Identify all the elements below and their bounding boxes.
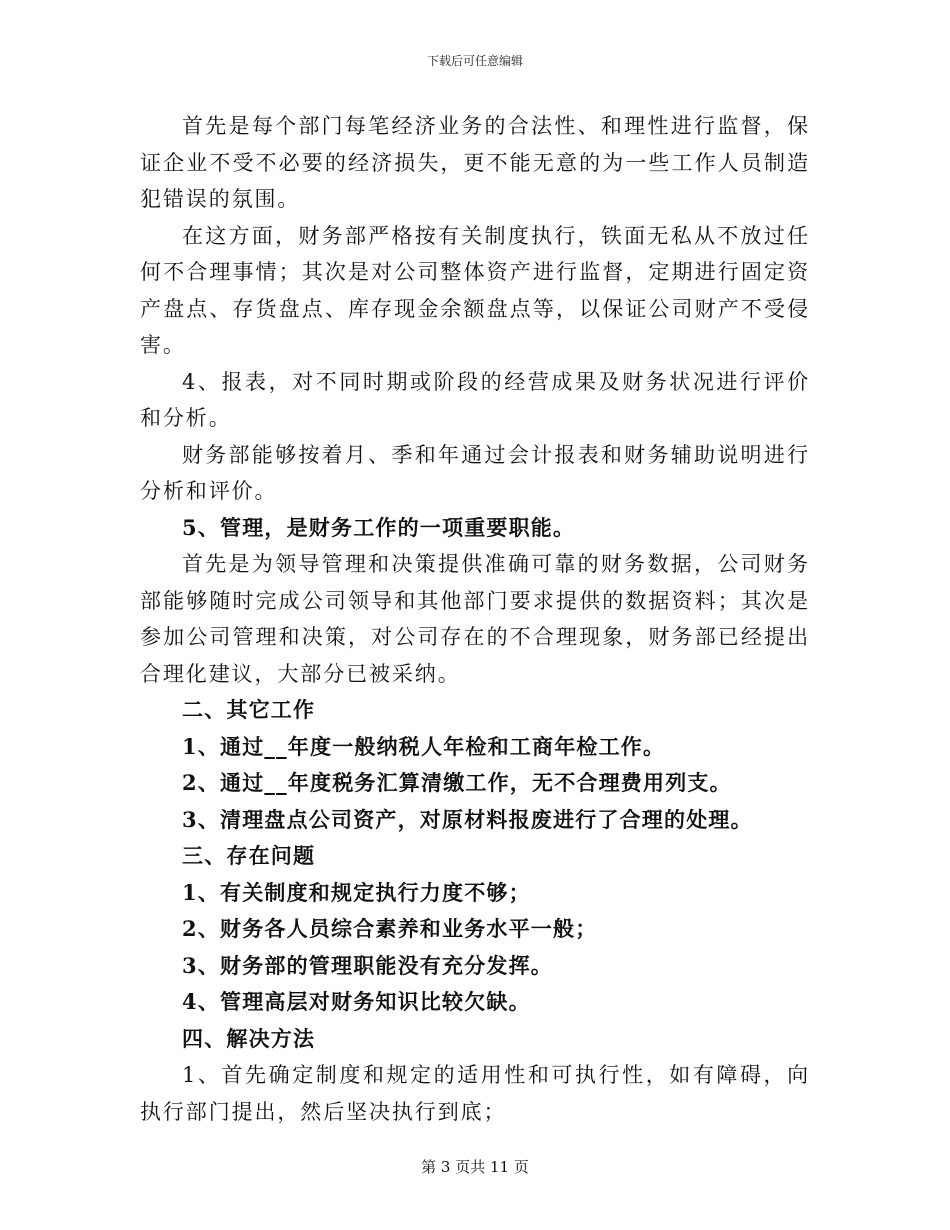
list-item-problem-2: 2、财务各人员综合素养和业务水平一般； (182, 916, 598, 941)
paragraph-2: 在这方面，财务部严格按有关制度执行，铁面无私从不放过任何不合理事情；其次是对公司整体资产进行监督，定期进行固定资产盘点、存货盘点、库存现金余额盘点等，以保证公司财产不受侵害。 (140, 223, 810, 357)
list-item-problem-4: 4、管理高层对财务知识比较欠缺。 (182, 989, 531, 1014)
heading-other-work: 二、其它工作 (182, 697, 316, 722)
list-item-problem-1: 1、有关制度和规定执行力度不够； (182, 879, 531, 905)
paragraph-6: 首先是为领导管理和决策提供准确可靠的财务数据，公司财务部能够随时完成公司领导和其他部门要求提供的数据资料；其次是参加公司管理和决策，对公司存在的不合理现象，财务部已经提出合理化建议，大部分已被采纳。 (140, 552, 810, 686)
list-item-other-1: 1、通过__年度一般纳税人年检和工商年检工作。 (182, 733, 666, 759)
heading-problems: 三、存在问题 (182, 843, 316, 868)
page-footer: 第 3 页共 11 页 (421, 1158, 529, 1176)
document-body (140, 108, 810, 1130)
paragraph-3: 4、报表，对不同时期或阶段的经营成果及财务状况进行评价和分析。 (140, 369, 810, 430)
page-header: 下载后可任意编辑 (426, 54, 523, 68)
heading-management: 5、管理，是财务工作的一项重要职能。 (182, 514, 576, 540)
list-item-other-2: 2、通过__年度税务汇算清缴工作，无不合理费用列支。 (182, 770, 732, 795)
list-item-problem-3: 3、财务部的管理职能没有充分发挥。 (182, 952, 554, 978)
paragraph-4: 财务部能够按着月、季和年通过会计报表和财务辅助说明进行分析和评价。 (140, 442, 810, 503)
heading-solutions: 四、解决方法 (182, 1025, 316, 1051)
list-item-other-3: 3、清理盘点公司资产，对原材料报废进行了合理的处理。 (182, 806, 753, 832)
paragraph-solution-1: 1、首先确定制度和规定的适用性和可执行性，如有障碍，向执行部门提出，然后坚决执行到底； (140, 1063, 810, 1124)
paragraph-1: 首先是每个部门每笔经济业务的合法性、和理性进行监督，保证企业不受不必要的经济损失，更不能无意的为一些工作人员制造犯错误的氛围。 (140, 114, 810, 211)
